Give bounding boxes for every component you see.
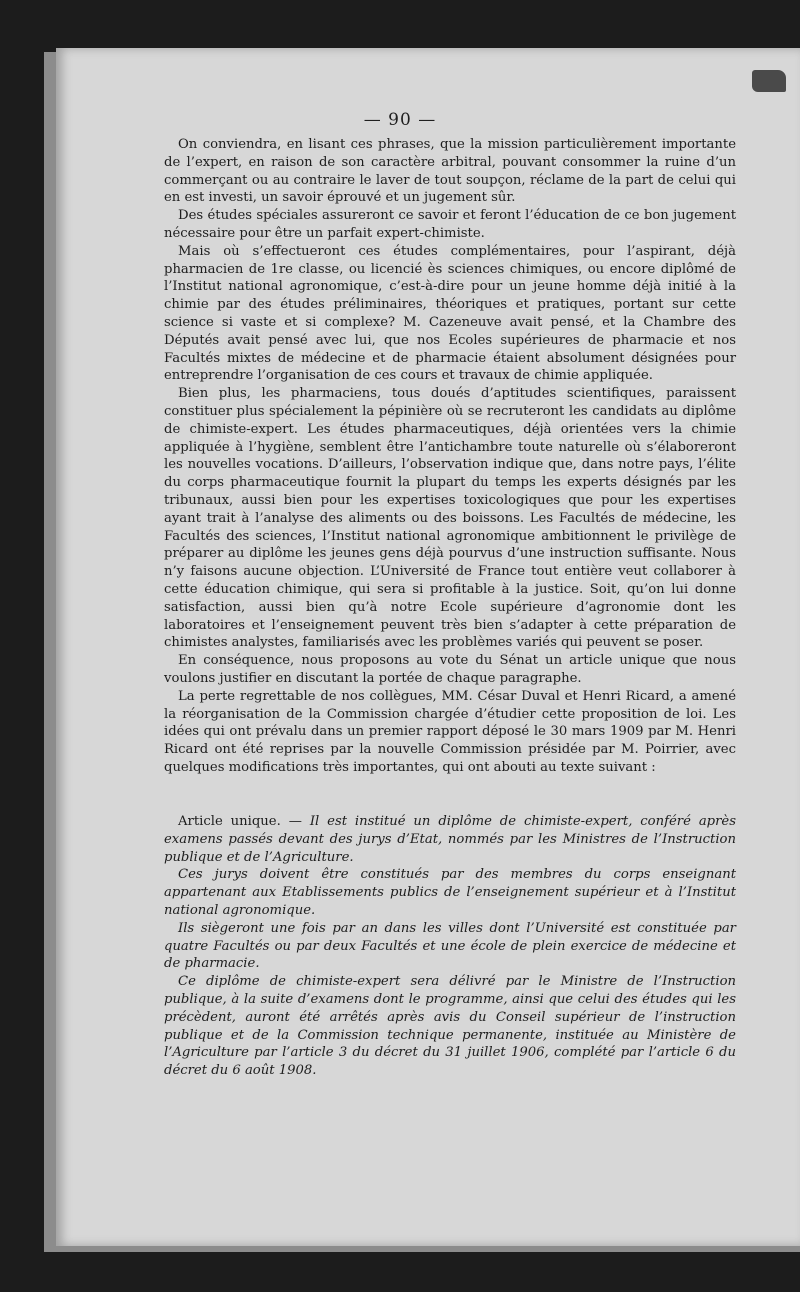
article-paragraph [164, 813, 736, 866]
article-heading: Article unique. — [178, 814, 310, 829]
article-body: Il est institué un diplôme de chimiste-expert, conféré après examens passés devant des jurys d’Etat, nommés par les Ministres de l’Instruction publique et de l’Agriculture. [164, 814, 737, 865]
paragraph: La perte regrettable de nos collègues, MM. César Duval et Henri Ricard, a amené la réorganisation de la Commission chargée d’étudier cette proposition de loi. Les idées qui ont prévalu dans un premier rapport déposé le 30 mars 1909 par M. Henri Ricard ont été reprises par la nouvelle Commission présidée par M. Poirrier, avec quelques modifications très importantes, qui ont abouti au texte suivant : [164, 688, 736, 775]
body-text [164, 136, 736, 777]
page-number: — 90 — [363, 110, 437, 130]
corner-tab-mark [752, 70, 786, 92]
article-paragraph: Ce diplôme de chimiste-expert sera délivré par le Ministre de l’Instruction publique, à la suite d’examens dont le programme, ainsi que celui des études qui les précèdent, auront été arrêtés après avis du Conseil supérieur de l’instruction publique et de la Commission technique permanente, instituée au Ministère de l’Agriculture par l’article 3 du décret du 31 juillet 1906, complété par l’article 6 du décret du 6 août 1908. [164, 974, 736, 1079]
paragraph: Mais où s’effectueront ces études complémentaires, pour l’aspirant, déjà pharmacien de 1re classe, ou licencié ès sciences chimiques, ou encore diplômé de l’Institut national agronomique, c’est-à-dire pour un jeune homme déjà initié à la chimie par des études préliminaires, théoriques et pratiques, portant sur cette science si vaste et si complexe? M. Cazeneuve avait pensé, et la Chambre des Députés avait pensé avec lui, que nos Ecoles supérieures de pharmacie et nos Facultés mixtes de médecine et de pharmacie étaient absolument désignées pour entreprendre l’organisation de ces cours et travaux de chimie appliquée. [164, 243, 736, 384]
article-text [164, 777, 736, 1080]
article-paragraph: Ces jurys doivent être constitués par des membres du corps enseignant appartenant aux Etablissements publics de l’enseignement supérieur et à l’Institut national agronomique. [164, 867, 736, 918]
paragraph: En conséquence, nous proposons au vote du Sénat un article unique que nous voulons justifier en discutant la portée de chaque paragraphe. [164, 653, 736, 686]
article-paragraph: Ils siègeront une fois par an dans les villes dont l’Université est constituée par quatre Facultés ou par deux Facultés et une école de plein exercice de médecine et de pharmacie. [164, 920, 736, 972]
paragraph: On conviendra, en lisant ces phrases, que la mission particulièrement importante de l’expert, en raison de son caractère arbitral, pouvant consommer la ruine d’un commerçant ou au contraire le laver de tout soupçon, réclame de la part de celui qui en est investi, un savoir éprouvé et un jugement sûr. [164, 137, 736, 206]
paragraph: Bien plus, les pharmaciens, tous doués d’aptitudes scientifiques, paraissent constituer plus spécialement la pépinière où se recruteront les candidats au diplôme de chimiste-expert. Les études pharmaceutiques, déjà orientées vers la chimie appliquée à l’hygiène, semblent être l’antichambre toute naturelle où s’élaboreront les nouvelles vocations. D’ailleurs, l’observation indique que, dans notre pays, l’élite du corps pharmaceutique fournit la plupart du temps les experts désignés par les tribunaux, aussi bien pour les expertises toxicologiques que pour les expertises ayant trait à l’analyse des aliments ou des boissons. Les Facultés de médecine, les Facultés des sciences, l’Institut national agronomique ambitionnent le privilège de préparer au diplôme les jeunes gens déjà pourvus d’une instruction suffisante. Nous n’y faisons aucune objection. L’Université de France tout entière veut collaborer à cette éducation chimique, qui sera si profitable à la justice. Soit, qu’on lui donne satisfaction, aussi bien qu’à notre Ecole supérieure d’agronomie dont les laboratoires et l’enseignement peuvent très bien s’adapter à cette préparation de chimistes analystes, familiarisés avec les problèmes variés qui peuvent se poser. [164, 386, 736, 651]
paragraph: Des études spéciales assureront ce savoir et feront l’éducation de ce bon jugement nécessaire pour être un parfait expert-chimiste. [164, 208, 736, 241]
